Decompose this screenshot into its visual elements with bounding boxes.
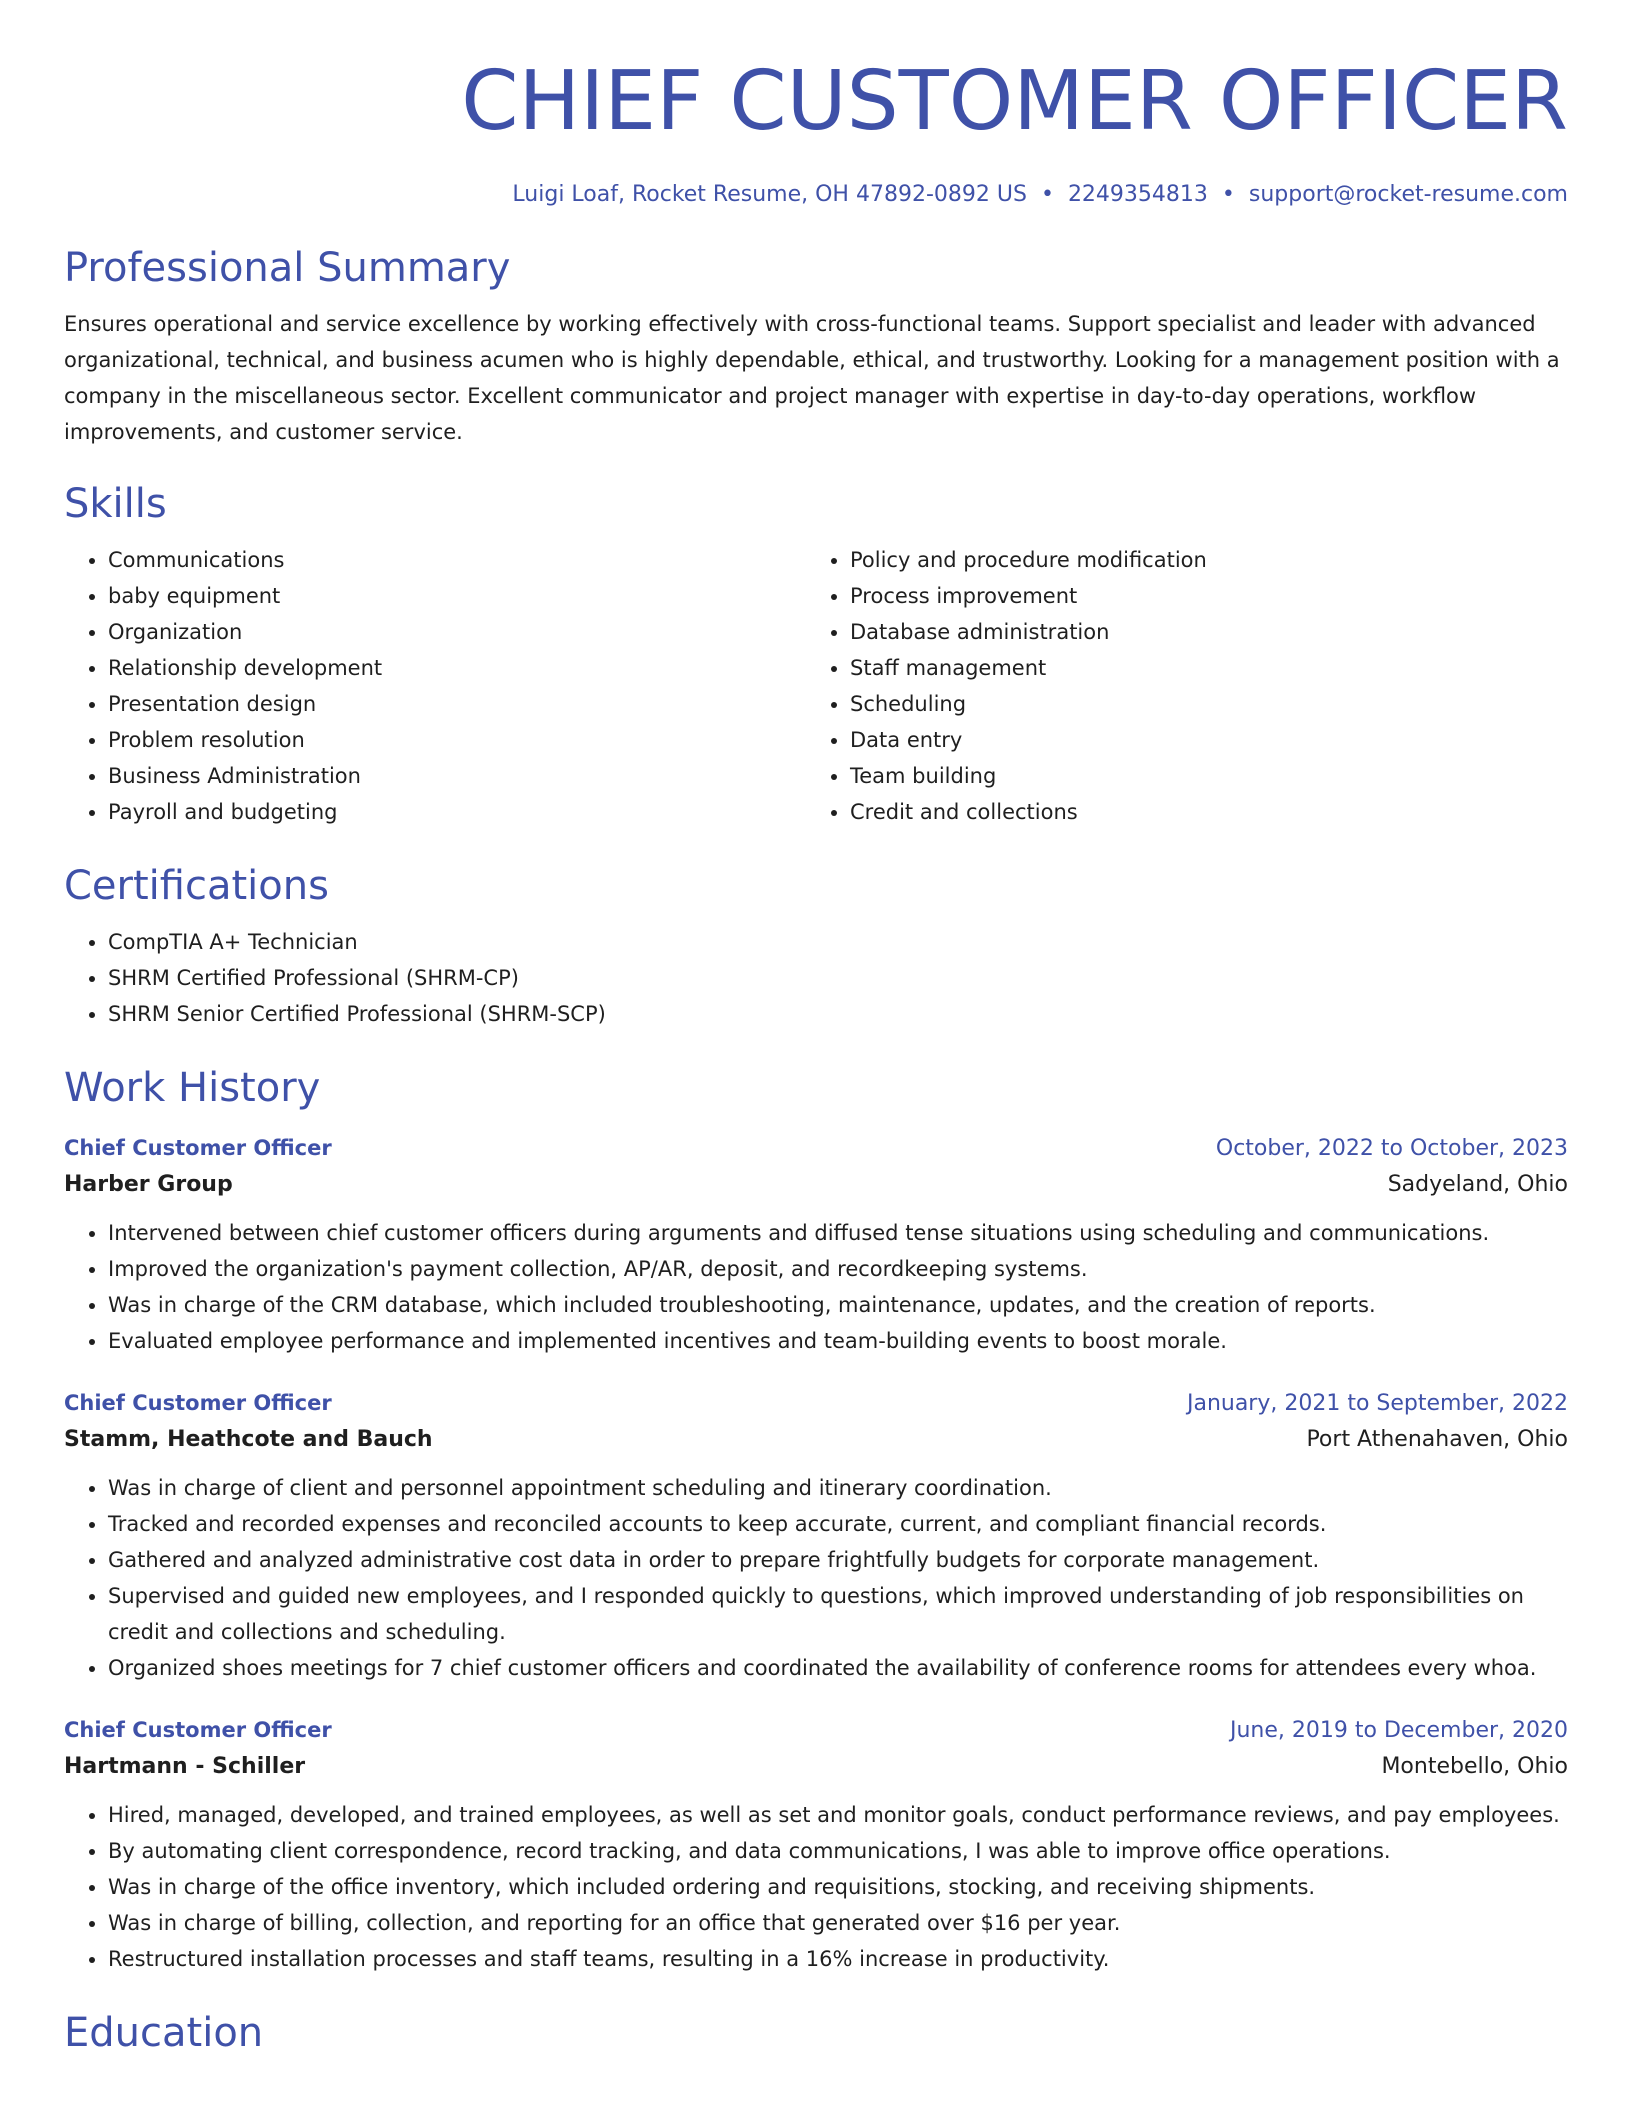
skill-item: • Presentation design — [108, 686, 806, 722]
job-title: Chief Customer Officer — [64, 1718, 332, 1742]
skill-item: • Team building — [850, 758, 1548, 794]
contact-separator: • — [1040, 182, 1054, 207]
job-bullet: • By automating client correspondence, record tracking, and data communications, I was able to improve office operations. — [108, 1833, 1568, 1869]
job-bullet: • Evaluated employee performance and implemented incentives and team-building events to boost morale. — [108, 1323, 1568, 1359]
job-title: Chief Customer Officer — [64, 1391, 332, 1415]
contact-address: Luigi Loaf, Rocket Resume, OH 47892-0892 US — [512, 182, 1027, 207]
contact-line — [64, 180, 1568, 210]
job-bullet: • Intervened between chief customer officers during arguments and diffused tense situations using scheduling and communications. — [108, 1215, 1568, 1251]
certification-item: • SHRM Senior Certified Professional (SHRM-SCP) — [108, 996, 1568, 1032]
job-header-row — [64, 1714, 1568, 1747]
certification-item: • SHRM Certified Professional (SHRM-CP) — [108, 960, 1568, 996]
job-company: Hartmann - Schiller — [64, 1754, 306, 1779]
job-location: Montebello, Ohio — [1381, 1754, 1568, 1779]
job-bullet: • Was in charge of the office inventory, which included ordering and requisitions, stocking, and receiving shipments. — [108, 1869, 1568, 1905]
job-header-row — [64, 1132, 1568, 1165]
job-bullet: • Supervised and guided new employees, and I responded quickly to questions, which improved understanding of job responsibilities on credit and collections and scheduling. — [108, 1578, 1568, 1650]
job-company: Stamm, Heathcote and Bauch — [64, 1427, 433, 1452]
skill-item: • Problem resolution — [108, 722, 806, 758]
job-header-row — [64, 1387, 1568, 1420]
job-entry — [64, 1714, 1568, 1977]
skill-item: • Process improvement — [850, 578, 1548, 614]
skill-item: • Data entry — [850, 722, 1548, 758]
job-bullet: • Tracked and recorded expenses and reconciled accounts to keep accurate, current, and compliant financial records. — [108, 1506, 1568, 1542]
skill-item: • Staff management — [850, 650, 1548, 686]
skills-list-right — [806, 542, 1548, 830]
resume-title: CHIEF CUSTOMER OFFICER — [461, 54, 1568, 149]
contact-phone: 2249354813 — [1067, 182, 1208, 207]
job-dates: October, 2022 to October, 2023 — [1215, 1136, 1568, 1161]
skill-item: • Policy and procedure modification — [850, 542, 1548, 578]
contact-separator: • — [1221, 182, 1235, 207]
skill-item: • baby equipment — [108, 578, 806, 614]
skill-item: • Business Administration — [108, 758, 806, 794]
job-company-row — [64, 1420, 1568, 1460]
contact-email: support@rocket-resume.com — [1248, 182, 1568, 207]
job-entry — [64, 1132, 1568, 1359]
job-title: Chief Customer Officer — [64, 1136, 332, 1160]
job-dates: June, 2019 to December, 2020 — [1229, 1718, 1568, 1743]
summary-text: Ensures operational and service excellence by working effectively with cross-functional teams. Support specialist and leader with advanced organizational, technical, and business acumen who is highly dependable, ethical, and trustworthy. Looking for a management position with a company in the miscellaneous sector. Excellent communicator and project manager with expertise in day-to-day operations, workflow improvements, and customer service. — [64, 312, 1560, 444]
job-bullets — [64, 1215, 1568, 1359]
skills-list-left — [64, 542, 806, 830]
resume-page — [64, 0, 1568, 2059]
skills-grid — [64, 542, 1568, 830]
skill-item: • Organization — [108, 614, 806, 650]
certification-item: • CompTIA A+ Technician — [108, 924, 1568, 960]
certifications-list — [64, 924, 1568, 1032]
skill-item: • Database administration — [850, 614, 1548, 650]
work-history-heading: Work History — [64, 1065, 321, 1111]
job-dates: January, 2021 to September, 2022 — [1186, 1391, 1568, 1416]
job-bullet: • Gathered and analyzed administrative cost data in order to prepare frightfully budgets for corporate management. — [108, 1542, 1568, 1578]
job-company-row — [64, 1747, 1568, 1787]
job-bullet: • Was in charge of billing, collection, and reporting for an office that generated over $16 per year. — [108, 1905, 1568, 1941]
job-location: Sadyeland, Ohio — [1387, 1172, 1568, 1197]
job-bullets — [64, 1470, 1568, 1686]
skill-item: • Relationship development — [108, 650, 806, 686]
job-bullets — [64, 1797, 1568, 1977]
skill-item: • Scheduling — [850, 686, 1548, 722]
skills-column-right — [806, 542, 1548, 830]
summary-heading: Professional Summary — [64, 245, 511, 291]
education-heading: Education — [64, 2010, 264, 2056]
skill-item: • Communications — [108, 542, 806, 578]
job-bullet: • Was in charge of client and personnel appointment scheduling and itinerary coordination. — [108, 1470, 1568, 1506]
job-bullet: • Hired, managed, developed, and trained employees, as well as set and monitor goals, conduct performance reviews, and pay employees. — [108, 1797, 1568, 1833]
job-bullet: • Was in charge of the CRM database, which included troubleshooting, maintenance, updates, and the creation of reports. — [108, 1287, 1568, 1323]
skill-item: • Payroll and budgeting — [108, 794, 806, 830]
skills-heading: Skills — [64, 481, 167, 527]
job-bullet: • Restructured installation processes and staff teams, resulting in a 16% increase in productivity. — [108, 1941, 1568, 1977]
skill-item: • Credit and collections — [850, 794, 1548, 830]
job-company-row — [64, 1165, 1568, 1205]
job-bullet: • Improved the organization's payment collection, AP/AR, deposit, and recordkeeping systems. — [108, 1251, 1568, 1287]
skills-column-left — [64, 542, 806, 830]
job-location: Port Athenahaven, Ohio — [1306, 1427, 1568, 1452]
job-entry — [64, 1387, 1568, 1686]
job-bullet: • Organized shoes meetings for 7 chief customer officers and coordinated the availability of conference rooms for attendees every whoa. — [108, 1650, 1568, 1686]
job-company: Harber Group — [64, 1172, 233, 1197]
certifications-heading: Certifications — [64, 863, 329, 909]
